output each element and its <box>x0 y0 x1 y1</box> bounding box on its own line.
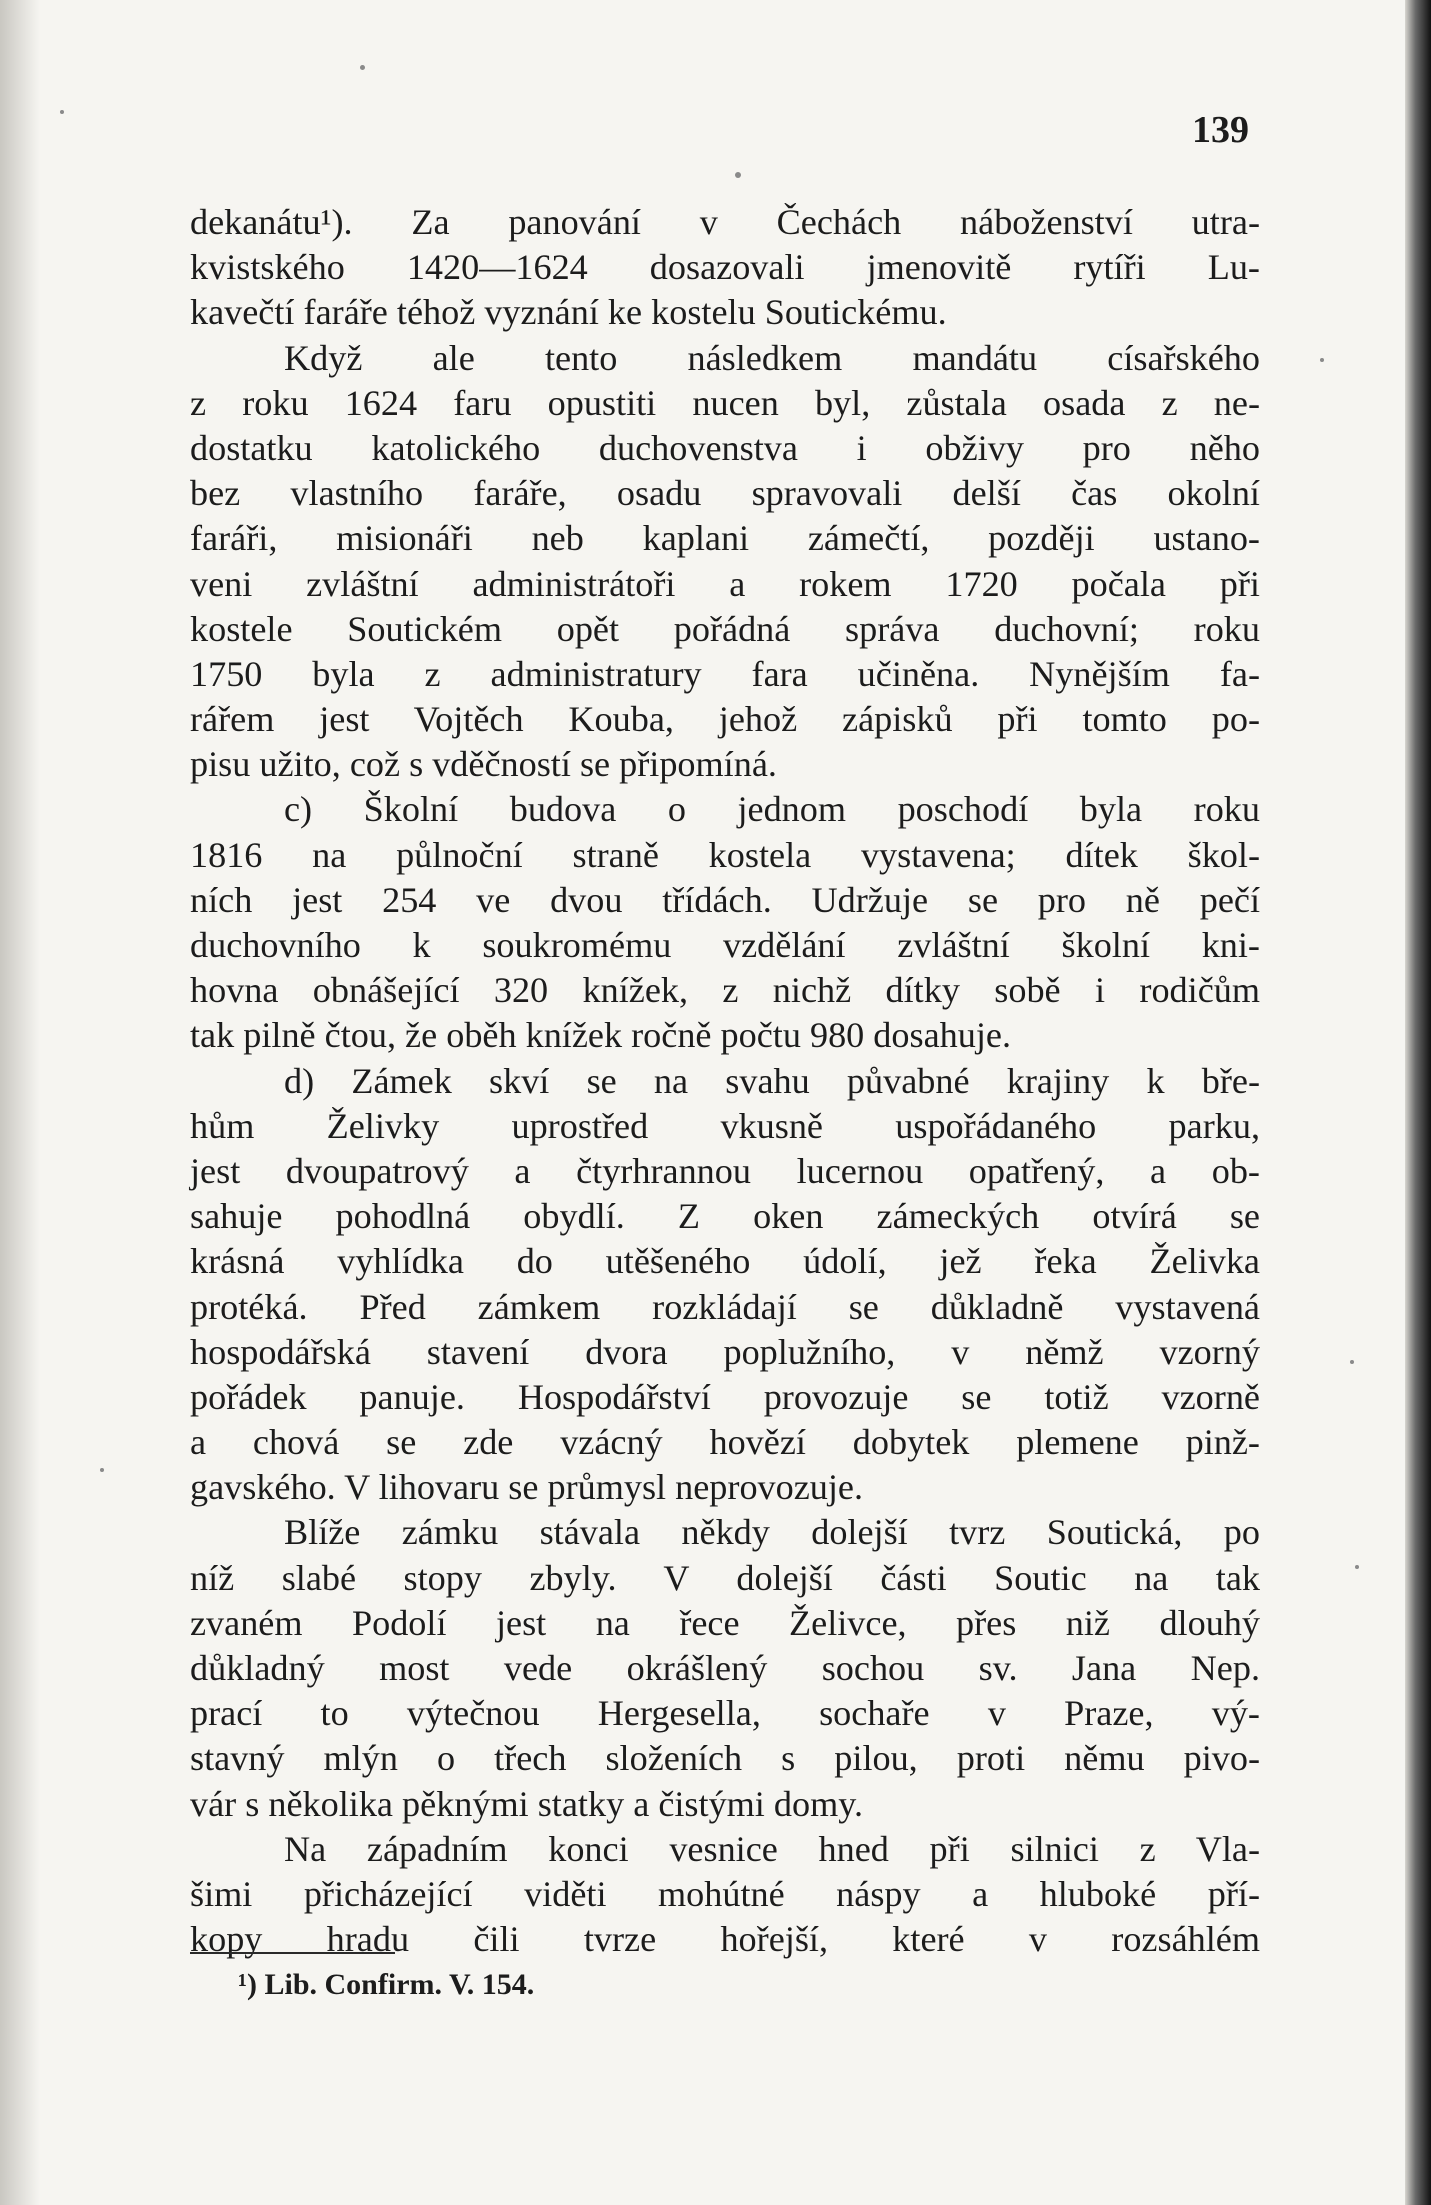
text-line: 1750 byla z administratury fara učiněna. Nynějším fa- <box>190 653 1260 694</box>
speck <box>60 110 64 114</box>
text-line: důkladný most vede okrášlený sochou sv. Jana Nep. <box>190 1648 1260 1688</box>
text-line: níž slabé stopy zbyly. V dolejší části Soutic na tak <box>190 1557 1260 1598</box>
text-line: hovna obnášející 320 knížek, z nichž dítky sobě i rodičům <box>190 970 1260 1011</box>
text-line: pisu užito, což s vděčností se připomíná. <box>190 744 777 785</box>
speck <box>360 65 365 70</box>
text-line: gavského. V lihovaru se průmysl neprovozuje. <box>190 1467 864 1508</box>
text-line: rářem jest Vojtěch Kouba, jehož zápisků při tomto po- <box>190 699 1260 740</box>
speck <box>1350 1360 1354 1364</box>
text-line: prací to výtečnou Hergesella, sochaře v Praze, vý- <box>190 1693 1260 1734</box>
footnote: ¹) Lib. Confirm. V. 154. <box>238 1968 535 2001</box>
speck <box>100 1468 104 1472</box>
footnote-rule <box>190 1952 395 1954</box>
text-line: šimi přicházející viděti mohútné náspy a hluboké pří- <box>190 1873 1260 1914</box>
text-line: zvaném Podolí jest na řece Želivce, přes niž dlouhý <box>190 1602 1260 1643</box>
text-line: Když ale tento následkem mandátu císařského <box>284 337 1260 378</box>
text-line: pořádek panuje. Hospodářství provozuje se totiž vzorně <box>190 1376 1260 1417</box>
text-line: kvistského 1420—1624 dosazovali jmenovitě rytíři Lu- <box>190 247 1260 288</box>
text-line: d) Zámek skví se na svahu půvabné krajiny k bře- <box>284 1060 1260 1101</box>
text-line: protéká. Před zámkem rozkládají se důkladně vystavená <box>190 1286 1260 1327</box>
speck <box>735 172 741 178</box>
text-line: kavečtí faráře téhož vyznání ke kostelu Soutickému. <box>190 292 947 333</box>
speck <box>1320 358 1324 362</box>
text-line: dekanátu¹). Za panování v Čechách náboženství utra- <box>190 202 1260 242</box>
text-line: hům Želivky uprostřed vkusně uspořádaného parku, <box>190 1105 1260 1146</box>
text-line: kostele Soutickém opět pořádná správa duchovní; roku <box>190 608 1260 649</box>
text-line: krásná vyhlídka do utěšeného údolí, jež řeka Želivka <box>190 1241 1260 1282</box>
text-line: sahuje pohodlná obydlí. Z oken zámeckých otvírá se <box>190 1196 1260 1237</box>
text-line: dostatku katolického duchovenstva i obživy pro něho <box>190 427 1260 468</box>
body-text <box>190 200 1260 1962</box>
text-line: stavný mlýn o třech složeních s pilou, proti němu pivo- <box>190 1738 1260 1779</box>
text-line: faráři, misionáři neb kaplani zámečtí, později ustano- <box>190 518 1260 559</box>
page-number: 139 <box>1192 109 1249 151</box>
text-line: hospodářská stavení dvora poplužního, v němž vzorný <box>190 1331 1260 1372</box>
spine-shadow <box>0 0 40 2205</box>
text-line: z roku 1624 faru opustiti nucen byl, zůstala osada z ne- <box>190 382 1260 423</box>
text-line: 1816 na půlnoční straně kostela vystavena; dítek škol- <box>190 834 1260 875</box>
speck <box>1355 1565 1359 1569</box>
text-line: bez vlastního faráře, osadu spravovali delší čas okolní <box>190 473 1260 514</box>
text-line: Na západním konci vesnice hned při silnici z Vla- <box>284 1828 1260 1869</box>
text-line: Blíže zámku stávala někdy dolejší tvrz Soutická, po <box>284 1512 1260 1553</box>
text-line: a chová se zde vzácný hovězí dobytek plemene pinž- <box>190 1422 1260 1463</box>
text-line: veni zvláštní administrátoři a rokem 1720 počala při <box>190 563 1260 604</box>
text-line: duchovního k soukromému vzdělání zvláštní školní kni- <box>190 925 1260 965</box>
text-line: tak pilně čtou, že oběh knížek ročně počtu 980 dosahuje. <box>190 1015 1011 1056</box>
text-line: ních jest 254 ve dvou třídách. Udržuje se pro ně pečí <box>190 879 1260 920</box>
text-line: kopy hradu čili tvrze hořejší, které v rozsáhlém <box>190 1919 1260 1960</box>
text-line: c) Školní budova o jednom poschodí byla roku <box>284 789 1260 830</box>
text-line: jest dvoupatrový a čtyrhrannou lucernou opatřený, a ob- <box>190 1150 1260 1191</box>
page-edge <box>1405 0 1431 2205</box>
text-line: vár s několika pěknými statky a čistými domy. <box>190 1783 864 1824</box>
